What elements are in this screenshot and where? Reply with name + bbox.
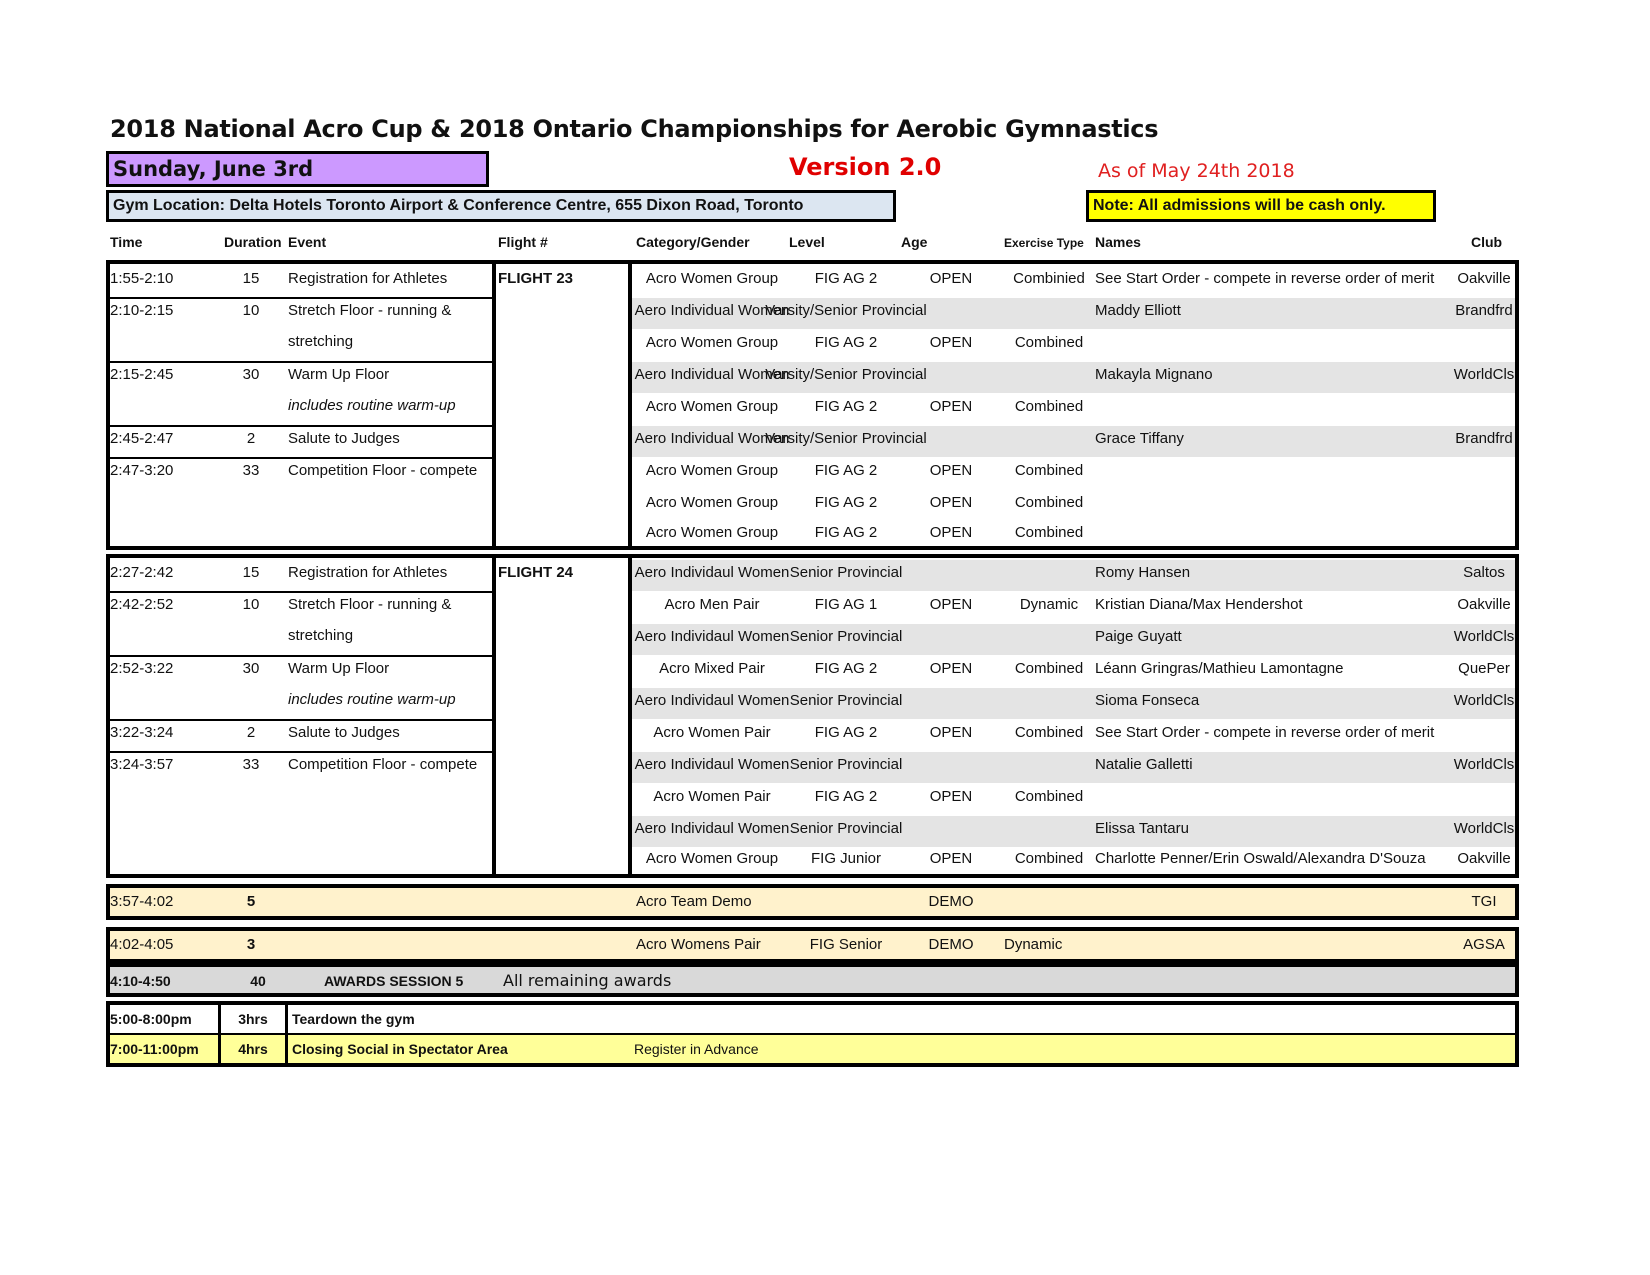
closing-time: 7:00-11:00pm: [110, 1041, 199, 1057]
demo-time: 3:57-4:02: [110, 893, 174, 910]
entry-category: Aero Individaul Women: [634, 692, 790, 709]
demo-club: TGI: [1471, 893, 1497, 910]
entry-category: Acro Women Group: [645, 334, 779, 351]
demo-duration: 5: [246, 893, 256, 910]
schedule-duration: 30: [242, 660, 260, 677]
entry-level: Senior Provincial: [789, 820, 903, 837]
entry-category: Aero Individual Women: [634, 366, 790, 383]
schedule-time: 3:24-3:57: [110, 756, 174, 773]
demo-exercise-type: Dynamic: [1004, 936, 1063, 953]
entry-age: OPEN: [929, 334, 973, 351]
entry-age: OPEN: [929, 724, 973, 741]
closing-note: Register in Advance: [634, 1041, 759, 1057]
entry-club: WorldCls: [1453, 692, 1515, 709]
entry-exercise-type: Combinied: [1013, 270, 1085, 287]
closing-divider: [110, 1033, 1515, 1035]
schedule-event: Registration for Athletes: [288, 564, 448, 581]
page-title: 2018 National Acro Cup & 2018 Ontario Championships for Aerobic Gymnastics: [110, 115, 1159, 143]
schedule-event: Stretch Floor - running &: [288, 302, 452, 319]
entry-category: Acro Women Group: [645, 850, 779, 867]
schedule-time: 2:45-2:47: [110, 430, 174, 447]
entry-age: OPEN: [929, 398, 973, 415]
schedule-event-detail: includes routine warm-up: [288, 397, 456, 414]
entry-category: Aero Individaul Women: [634, 564, 790, 581]
entry-level: FIG AG 2: [814, 462, 878, 479]
entry-category: Aero Individaul Women: [634, 756, 790, 773]
flight-vline-right: [628, 554, 632, 878]
entry-level: FIG Junior: [810, 850, 882, 867]
closing-table: [106, 1001, 1519, 1067]
demo-time: 4:02-4:05: [110, 936, 174, 953]
demo-club: AGSA: [1463, 936, 1505, 953]
demo-row: [106, 884, 1519, 920]
entry-exercise-type: Combined: [1014, 334, 1084, 351]
col-header-club: Club: [1471, 234, 1503, 250]
entry-category: Acro Women Pair: [653, 788, 771, 805]
entry-category: Acro Women Group: [645, 270, 779, 287]
schedule-time: 1:55-2:10: [110, 270, 174, 287]
schedule-duration: 15: [242, 564, 260, 581]
entry-category: Acro Women Pair: [653, 724, 771, 741]
schedule-event: Warm Up Floor: [288, 366, 390, 383]
schedule-event: Competition Floor - compete: [288, 462, 478, 479]
entry-names: Elissa Tantaru: [1095, 820, 1189, 837]
as-of-date: As of May 24th 2018: [1098, 160, 1295, 182]
schedule-duration: 33: [242, 756, 260, 773]
entry-age: OPEN: [929, 788, 973, 805]
schedule-time: 3:22-3:24: [110, 724, 174, 741]
entry-club: Brandfrd: [1455, 430, 1513, 447]
entry-level: FIG AG 2: [814, 724, 878, 741]
col-header-category: Category/Gender: [636, 234, 750, 250]
col-header-flight: Flight #: [498, 234, 548, 250]
entry-club: WorldCls: [1453, 756, 1515, 773]
closing-duration: 4hrs: [238, 1041, 268, 1057]
schedule-divider: [106, 655, 492, 657]
entry-level: FIG AG 2: [814, 660, 878, 677]
col-header-level: Level: [789, 234, 825, 250]
entry-exercise-type: Combined: [1014, 788, 1084, 805]
entry-level: Senior Provincial: [789, 564, 903, 581]
entry-club: WorldCls: [1453, 366, 1515, 383]
schedule-time: 2:10-2:15: [110, 302, 174, 319]
flight-vline-right: [628, 260, 632, 550]
entry-exercise-type: Combined: [1014, 462, 1084, 479]
schedule-event-detail: stretching: [288, 333, 354, 350]
entry-names: Charlotte Penner/Erin Oswald/Alexandra D'Souza: [1095, 850, 1426, 867]
entry-age: OPEN: [929, 524, 973, 541]
entry-club: Saltos: [1463, 564, 1505, 581]
entry-level: FIG AG 2: [814, 524, 878, 541]
awards-description: All remaining awards: [503, 971, 672, 990]
entry-category: Aero Individual Women: [634, 430, 790, 447]
flight-number: FLIGHT 23: [498, 270, 574, 287]
version-label: Version 2.0: [789, 153, 942, 181]
schedule-divider: [106, 457, 492, 459]
entry-level: FIG AG 2: [814, 270, 878, 287]
closing-duration: 3hrs: [238, 1011, 268, 1027]
schedule-event-detail: stretching: [288, 627, 354, 644]
entry-category: Acro Women Group: [645, 462, 779, 479]
schedule-divider: [106, 425, 492, 427]
col-header-names: Names: [1095, 234, 1141, 250]
entry-age: OPEN: [929, 596, 973, 613]
col-header-time: Time: [110, 234, 143, 250]
awards-label: AWARDS SESSION 5: [324, 973, 464, 989]
entry-exercise-type: Combined: [1014, 524, 1084, 541]
entry-club: Oakville: [1457, 596, 1511, 613]
entry-exercise-type: Combined: [1014, 660, 1084, 677]
demo-level: FIG Senior: [809, 936, 883, 953]
entry-level: FIG AG 1: [814, 596, 878, 613]
schedule-event-detail: includes routine warm-up: [288, 691, 456, 708]
entry-names: Sioma Fonseca: [1095, 692, 1200, 709]
entry-age: OPEN: [929, 462, 973, 479]
demo-age: DEMO: [928, 893, 974, 910]
awards-row: [106, 963, 1519, 997]
schedule-duration: 2: [246, 430, 256, 447]
gym-location: Gym Location: Delta Hotels Toronto Airport & Conference Centre, 655 Dixon Road, Toronto: [106, 190, 896, 222]
entry-category: Aero Individaul Women: [634, 628, 790, 645]
entry-exercise-type: Combined: [1014, 494, 1084, 511]
entry-club: Oakville: [1457, 270, 1511, 287]
entry-level: FIG AG 2: [814, 494, 878, 511]
entry-category: Acro Women Group: [645, 494, 779, 511]
schedule-event: Warm Up Floor: [288, 660, 390, 677]
entry-level: Varsity/Senior Provincial: [765, 430, 927, 447]
col-header-exercise-type: Exercise Type: [1004, 236, 1084, 250]
schedule-event: Stretch Floor - running &: [288, 596, 452, 613]
schedule-duration: 30: [242, 366, 260, 383]
entry-exercise-type: Combined: [1014, 398, 1084, 415]
entry-category: Acro Men Pair: [664, 596, 760, 613]
schedule-divider: [106, 751, 492, 753]
entry-names: Grace Tiffany: [1095, 430, 1184, 447]
entry-age: OPEN: [929, 494, 973, 511]
schedule-time: 2:15-2:45: [110, 366, 174, 383]
schedule-event: Registration for Athletes: [288, 270, 448, 287]
entry-level: Senior Provincial: [789, 756, 903, 773]
schedule-duration: 15: [242, 270, 260, 287]
entry-category: Aero Individual Women: [634, 302, 790, 319]
entry-names: Léann Gringras/Mathieu Lamontagne: [1095, 660, 1344, 677]
closing-event: Closing Social in Spectator Area: [292, 1041, 508, 1057]
entry-level: Senior Provincial: [789, 628, 903, 645]
entry-level: FIG AG 2: [814, 788, 878, 805]
entry-names: See Start Order - compete in reverse order of merit: [1095, 270, 1435, 287]
entry-names: Paige Guyatt: [1095, 628, 1182, 645]
col-header-duration: Duration: [224, 234, 282, 250]
demo-category: Acro Team Demo: [636, 893, 752, 910]
schedule-time: 2:52-3:22: [110, 660, 174, 677]
entry-level: Senior Provincial: [789, 692, 903, 709]
schedule-duration: 10: [242, 596, 260, 613]
awards-time: 4:10-4:50: [110, 973, 171, 989]
awards-duration: 40: [250, 973, 266, 989]
entry-club: Oakville: [1457, 850, 1511, 867]
col-header-age: Age: [901, 234, 928, 250]
entry-level: Varsity/Senior Provincial: [765, 366, 927, 383]
closing-time: 5:00-8:00pm: [110, 1011, 192, 1027]
demo-duration: 3: [246, 936, 256, 953]
entry-age: OPEN: [929, 270, 973, 287]
schedule-time: 2:47-3:20: [110, 462, 174, 479]
entry-level: FIG AG 2: [814, 334, 878, 351]
flight-vline-left: [492, 260, 496, 550]
schedule-duration: 2: [246, 724, 256, 741]
schedule-time: 2:27-2:42: [110, 564, 174, 581]
entry-level: FIG AG 2: [814, 398, 878, 415]
entry-names: Kristian Diana/Max Hendershot: [1095, 596, 1303, 613]
closing-vline-2: [285, 1005, 288, 1063]
entry-club: WorldCls: [1453, 820, 1515, 837]
schedule-event: Competition Floor - compete: [288, 756, 478, 773]
schedule-divider: [106, 591, 492, 593]
col-header-event: Event: [288, 234, 327, 250]
schedule-event: Salute to Judges: [288, 430, 400, 447]
schedule-duration: 33: [242, 462, 260, 479]
entry-category: Acro Women Group: [645, 524, 779, 541]
demo-age: DEMO: [928, 936, 974, 953]
entry-names: Natalie Galletti: [1095, 756, 1193, 773]
entry-club: WorldCls: [1453, 628, 1515, 645]
entry-exercise-type: Combined: [1014, 850, 1084, 867]
flight-vline-left: [492, 554, 496, 878]
entry-names: Makayla Mignano: [1095, 366, 1213, 383]
schedule-event: Salute to Judges: [288, 724, 400, 741]
entry-names: Maddy Elliott: [1095, 302, 1181, 319]
entry-category: Acro Women Group: [645, 398, 779, 415]
schedule-time: 2:42-2:52: [110, 596, 174, 613]
schedule-divider: [106, 719, 492, 721]
entry-names: Romy Hansen: [1095, 564, 1191, 581]
closing-vline-1: [218, 1005, 221, 1063]
day-label: Sunday, June 3rd: [106, 151, 489, 187]
entry-age: OPEN: [929, 660, 973, 677]
entry-level: Varsity/Senior Provincial: [765, 302, 927, 319]
entry-names: See Start Order - compete in reverse order of merit: [1095, 724, 1435, 741]
closing-event: Teardown the gym: [292, 1011, 415, 1027]
schedule-divider: [106, 361, 492, 363]
entry-club: QuePer: [1458, 660, 1510, 677]
flight-number: FLIGHT 24: [498, 564, 574, 581]
entry-exercise-type: Combined: [1014, 724, 1084, 741]
entry-category: Aero Individaul Women: [634, 820, 790, 837]
schedule-duration: 10: [242, 302, 260, 319]
entry-age: OPEN: [929, 850, 973, 867]
entry-club: Brandfrd: [1455, 302, 1513, 319]
demo-category: Acro Womens Pair: [636, 936, 761, 953]
entry-exercise-type: Dynamic: [1019, 596, 1079, 613]
schedule-divider: [106, 297, 492, 299]
admission-note: Note: All admissions will be cash only.: [1086, 190, 1436, 222]
entry-category: Acro Mixed Pair: [659, 660, 765, 677]
